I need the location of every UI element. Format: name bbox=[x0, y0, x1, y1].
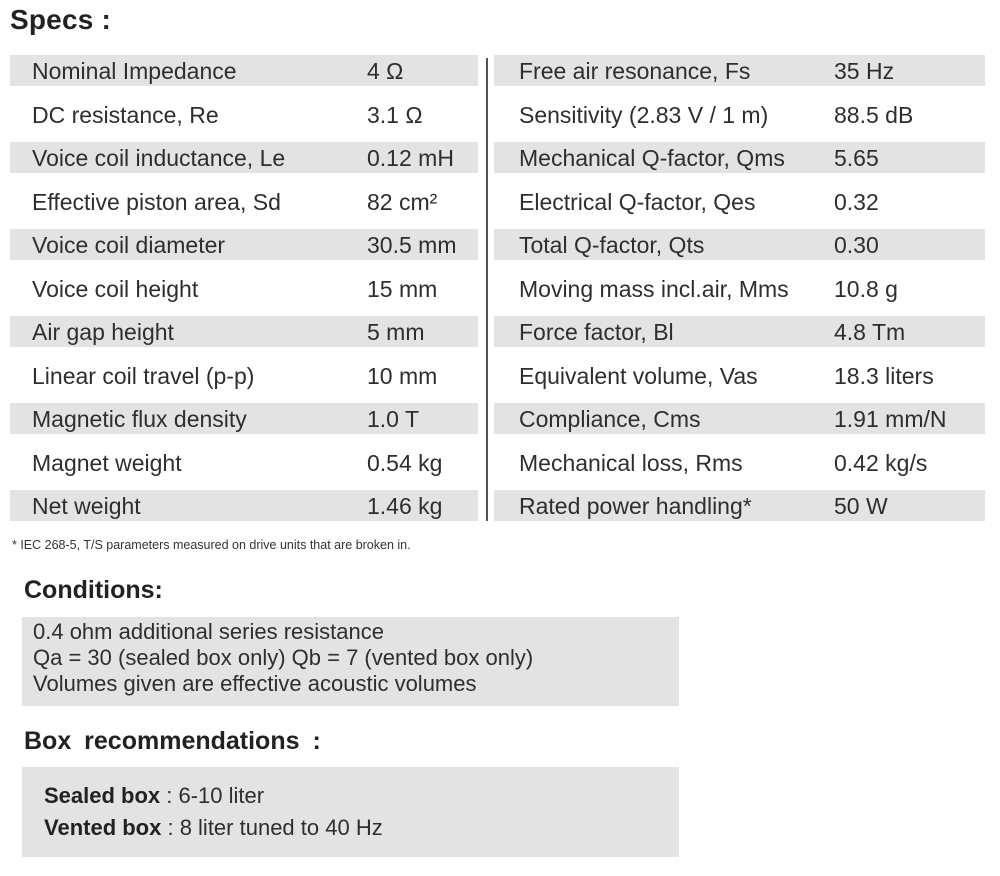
spec-value: 10.8 g bbox=[834, 275, 898, 302]
column-divider bbox=[486, 58, 488, 521]
sealed-box-line bbox=[44, 782, 264, 810]
spec-row bbox=[10, 484, 985, 528]
spec-value: 4 Ω bbox=[367, 58, 404, 84]
conditions-line: Volumes given are effective acoustic volumes bbox=[33, 671, 477, 696]
footnote: * IEC 268-5, T/S parameters measured on drive units that are broken in. bbox=[12, 538, 411, 552]
spec-name: DC resistance, Re bbox=[32, 101, 219, 128]
vented-box-line bbox=[44, 814, 383, 842]
conditions-heading: Conditions: bbox=[24, 576, 163, 604]
spec-value: 5 mm bbox=[367, 319, 425, 345]
conditions-line: 0.4 ohm additional series resistance bbox=[33, 619, 384, 644]
spec-value: 82 cm² bbox=[367, 188, 438, 215]
vented-box-label: Vented box bbox=[44, 815, 162, 840]
spec-row bbox=[10, 310, 985, 354]
spec-value: 5.65 bbox=[834, 145, 879, 171]
spec-name: Effective piston area, Sd bbox=[32, 188, 281, 215]
spec-value: 30.5 mm bbox=[367, 232, 457, 258]
spec-row bbox=[10, 93, 985, 137]
spec-value: 15 mm bbox=[367, 275, 438, 302]
spec-value: 88.5 dB bbox=[834, 101, 914, 128]
spec-value: 0.12 mH bbox=[367, 145, 454, 171]
conditions-line: Qa = 30 (sealed box only) Qb = 7 (vented box only) bbox=[33, 645, 534, 670]
spec-value: 4.8 Tm bbox=[834, 319, 906, 345]
spec-row bbox=[10, 223, 985, 267]
spec-row bbox=[10, 267, 985, 311]
spec-row bbox=[10, 136, 985, 180]
sealed-box-label: Sealed box bbox=[44, 783, 161, 808]
spec-name: Net weight bbox=[32, 493, 141, 519]
spec-name: Mechanical Q-factor, Qms bbox=[519, 145, 785, 171]
spec-name: Voice coil diameter bbox=[32, 232, 226, 258]
spec-name: Magnetic flux density bbox=[32, 406, 247, 432]
spec-value: 18.3 liters bbox=[834, 362, 934, 389]
spec-name: Electrical Q-factor, Qes bbox=[519, 188, 756, 215]
spec-value: 3.1 Ω bbox=[367, 101, 423, 128]
vented-box-value: : 8 liter tuned to 40 Hz bbox=[161, 815, 383, 840]
spec-value: 35 Hz bbox=[834, 58, 895, 84]
spec-name: Rated power handling* bbox=[519, 493, 752, 519]
spec-row bbox=[10, 441, 985, 485]
box-recommendations-heading: Box recommendations : bbox=[24, 727, 321, 755]
spec-name: Nominal Impedance bbox=[32, 58, 237, 84]
spec-row bbox=[10, 180, 985, 224]
spec-name: Compliance, Cms bbox=[519, 406, 701, 432]
spec-name: Linear coil travel (p-p) bbox=[32, 362, 255, 389]
spec-value: 1.46 kg bbox=[367, 493, 443, 519]
box-recommendations-box bbox=[22, 767, 679, 857]
spec-name: Magnet weight bbox=[32, 449, 182, 476]
spec-name: Total Q-factor, Qts bbox=[519, 232, 705, 258]
sealed-box-value: : 6-10 liter bbox=[160, 783, 265, 808]
spec-name: Moving mass incl.air, Mms bbox=[519, 275, 789, 302]
page-title: Specs : bbox=[10, 4, 111, 35]
spec-name: Sensitivity (2.83 V / 1 m) bbox=[519, 101, 769, 128]
spec-name: Equivalent volume, Vas bbox=[519, 362, 758, 389]
spec-row bbox=[10, 49, 985, 93]
spec-value: 0.42 kg/s bbox=[834, 449, 928, 476]
conditions-box bbox=[22, 617, 679, 706]
spec-row bbox=[10, 354, 985, 398]
spec-value: 1.91 mm/N bbox=[834, 406, 947, 432]
specs-table bbox=[10, 49, 985, 528]
spec-value: 0.32 bbox=[834, 188, 879, 215]
spec-value: 10 mm bbox=[367, 362, 438, 389]
spec-value: 0.30 bbox=[834, 232, 879, 258]
spec-name: Voice coil inductance, Le bbox=[32, 145, 286, 171]
spec-name: Force factor, Bl bbox=[519, 319, 674, 345]
spec-name: Air gap height bbox=[32, 319, 174, 345]
spec-name: Mechanical loss, Rms bbox=[519, 449, 743, 476]
spec-row bbox=[10, 397, 985, 441]
spec-name: Voice coil height bbox=[32, 275, 199, 302]
spec-value: 1.0 T bbox=[367, 406, 419, 432]
spec-value: 0.54 kg bbox=[367, 449, 443, 476]
spec-value: 50 W bbox=[834, 493, 888, 519]
spec-name: Free air resonance, Fs bbox=[519, 58, 751, 84]
